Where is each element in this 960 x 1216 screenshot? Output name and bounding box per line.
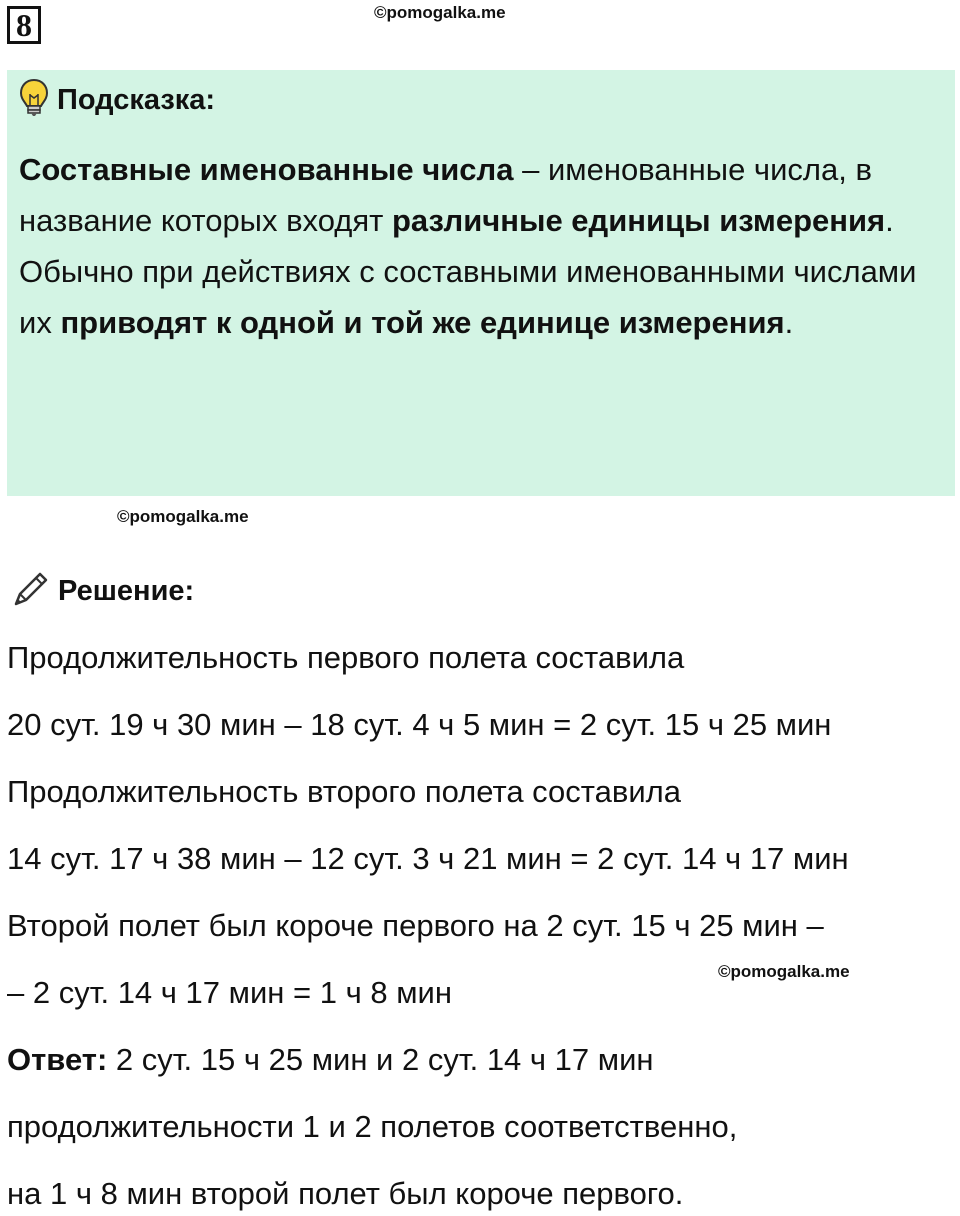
hint-text-2: . xyxy=(885,203,894,238)
solution-header xyxy=(10,568,194,615)
watermark-top: ©pomogalka.me xyxy=(374,3,506,22)
solution-line-2: 20 сут. 19 ч 30 мин – 18 сут. 4 ч 5 мин = 2 сут. 15 ч 25 мин xyxy=(7,707,832,742)
hint-paragraph-1 xyxy=(19,144,939,246)
hint-term: Составные именованные числа xyxy=(19,152,514,187)
solution-line-3: Продолжительность второго полета составила xyxy=(7,774,681,809)
hint-text-3: Обычно при действиях с составными именованными числами их xyxy=(19,254,917,340)
answer-label: Ответ: xyxy=(7,1042,108,1077)
solution-title: Решение: xyxy=(58,575,195,607)
pencil-icon xyxy=(10,568,52,615)
answer-line-1 xyxy=(7,1042,654,1078)
hint-emphasis-2: приводят к одной и той же единице измерения xyxy=(60,305,785,340)
hint-header xyxy=(19,78,215,123)
solution-line-1: Продолжительность первого полета составила xyxy=(7,640,685,675)
page-number: 8 xyxy=(7,6,41,44)
hint-emphasis-1: различные единицы измерения xyxy=(391,203,886,238)
answer-line-2: продолжительности 1 и 2 полетов соответственно, xyxy=(7,1109,738,1144)
hint-paragraph-2 xyxy=(19,246,939,348)
hint-text xyxy=(19,144,939,348)
solution-line-5: Второй полет был короче первого на 2 сут. 15 ч 25 мин – xyxy=(7,908,824,943)
hint-title: Подсказка: xyxy=(57,84,216,116)
answer-line-3: на 1 ч 8 мин второй полет был короче первого. xyxy=(7,1176,684,1211)
watermark-middle: ©pomogalka.me xyxy=(117,507,249,526)
hint-text-1: – именованные числа, в название которых входят xyxy=(19,152,872,238)
answer-text-1: 2 сут. 15 ч 25 мин и 2 сут. 14 ч 17 мин xyxy=(107,1042,654,1077)
solution-line-6: – 2 сут. 14 ч 17 мин = 1 ч 8 мин xyxy=(7,975,452,1010)
hint-text-4: . xyxy=(784,305,794,340)
lightbulb-icon xyxy=(19,78,49,123)
solution-line-4: 14 сут. 17 ч 38 мин – 12 сут. 3 ч 21 мин = 2 сут. 14 ч 17 мин xyxy=(7,841,849,876)
hint-box xyxy=(7,70,955,496)
watermark-bottom: ©pomogalka.me xyxy=(718,962,850,981)
